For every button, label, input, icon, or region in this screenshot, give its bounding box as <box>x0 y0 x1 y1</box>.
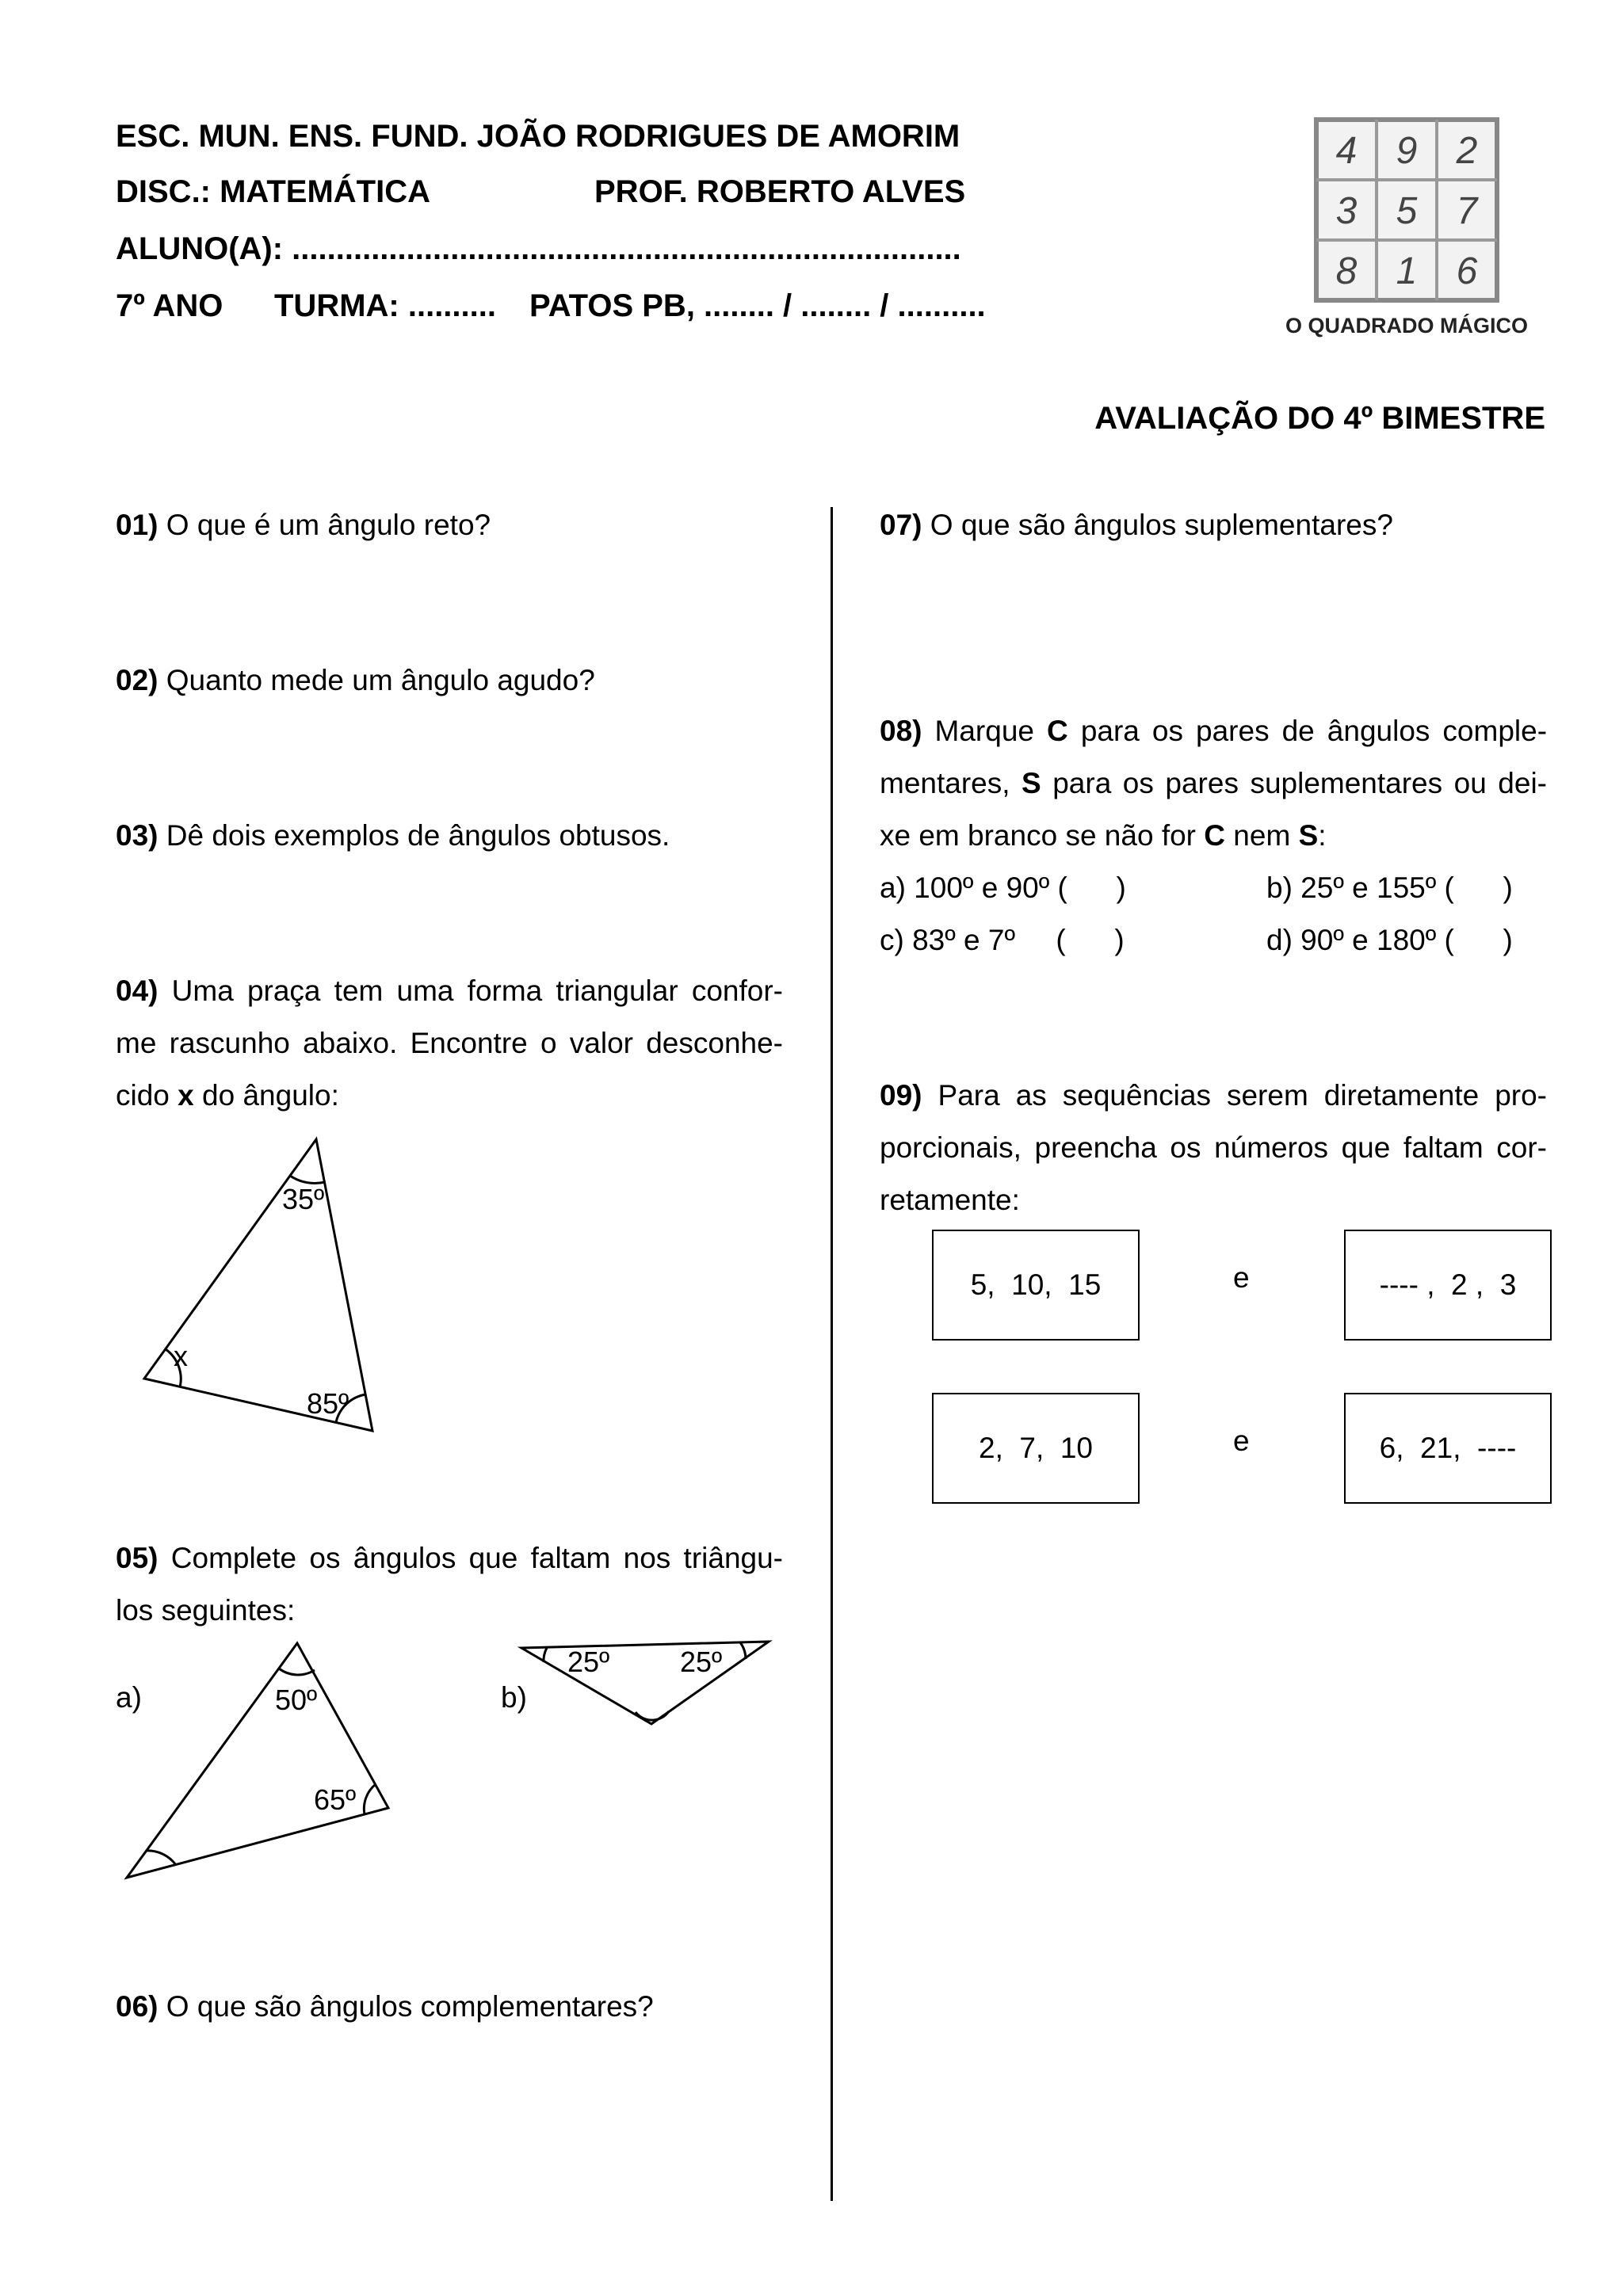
discipline: DISC.: MATEMÁTICA <box>116 174 430 209</box>
question-09 <box>880 1070 1547 1226</box>
angle-label-top: 35º <box>282 1183 325 1215</box>
question-06 <box>116 1981 654 2033</box>
question-09-line-3: retamente: <box>880 1184 1020 1216</box>
option-c[interactable]: c) 83º e 7º ( ) <box>880 924 1125 956</box>
question-number: 03) <box>116 819 158 852</box>
question-text: nem <box>1233 819 1291 852</box>
question-number: 07) <box>880 509 922 541</box>
logo-caption: O QUADRADO MÁGICO <box>1285 314 1528 338</box>
sequence-box-3: 2, 7, 10 <box>932 1393 1140 1504</box>
magic-cell-2: 9 <box>1396 130 1418 172</box>
question-text: : <box>1318 819 1327 852</box>
conjunction-1: e <box>1233 1261 1250 1294</box>
question-08 <box>880 705 1547 862</box>
sequence-box-4[interactable]: 6, 21, ---- <box>1344 1393 1552 1504</box>
question-05-line-1 <box>116 1532 783 1585</box>
question-04 <box>116 965 783 1122</box>
question-text: mentares, <box>880 767 1010 799</box>
question-number: 08) <box>880 715 922 747</box>
question-08-line-1 <box>880 705 1547 757</box>
question-number: 02) <box>116 664 158 696</box>
item-b-label: b) <box>501 1681 527 1714</box>
option-d[interactable]: d) 90º e 180º ( ) <box>1266 924 1513 956</box>
question-07 <box>880 499 1393 551</box>
question-text: xe em branco se não for <box>880 819 1196 852</box>
student-field[interactable]: ALUNO(A): ............................................................................ <box>116 231 961 266</box>
triangle-q05-a <box>119 1632 404 1886</box>
grade: 7º ANO <box>116 288 223 323</box>
question-04-line-2: me rascunho abaixo. Encontre o valor desconhe- <box>116 1027 783 1059</box>
angle-label-65: 65º <box>314 1783 357 1816</box>
magic-cell-9: 6 <box>1456 250 1478 292</box>
question-text: Quanto mede um ângulo agudo? <box>166 664 595 696</box>
code-s: S <box>1298 819 1319 852</box>
question-text: para os pares de ângulos comple- <box>1080 715 1548 747</box>
question-09-line-1 <box>880 1070 1547 1122</box>
angle-label-x: x <box>174 1340 188 1372</box>
angle-label-50: 50º <box>275 1684 318 1716</box>
option-a[interactable]: a) 100º e 90º ( ) <box>880 871 1126 904</box>
question-number: 09) <box>880 1079 922 1112</box>
question-05-line-2: los seguintes: <box>116 1594 296 1627</box>
code-c: C <box>1204 819 1226 852</box>
question-04-line-3 <box>116 1070 783 1122</box>
magic-cell-1: 4 <box>1335 130 1358 172</box>
question-number: 01) <box>116 509 158 541</box>
page-title: AVALIAÇÃO DO 4º BIMESTRE <box>1094 401 1545 436</box>
conjunction-2: e <box>1233 1425 1250 1457</box>
magic-cell-4: 3 <box>1335 190 1358 232</box>
question-text: O que são ângulos suplementares? <box>930 509 1393 541</box>
school-name: ESC. MUN. ENS. FUND. JOÃO RODRIGUES DE AMORIM <box>116 119 960 154</box>
question-text: Marque <box>934 715 1034 747</box>
question-02 <box>116 654 595 707</box>
question-09-line-2: porcionais, preencha os números que faltam cor- <box>880 1131 1547 1164</box>
question-05 <box>116 1532 783 1637</box>
class-field[interactable]: TURMA: .......... <box>274 288 496 323</box>
question-text: O que são ângulos complementares? <box>166 1990 654 2023</box>
magic-cell-7: 8 <box>1335 250 1358 292</box>
triangle-q04 <box>135 1125 388 1442</box>
question-04-line-1 <box>116 965 783 1017</box>
question-number: 05) <box>116 1542 158 1574</box>
question-08-line-3 <box>880 810 1547 862</box>
question-08-line-2 <box>880 757 1547 810</box>
item-a-label: a) <box>116 1681 142 1714</box>
question-text: cido <box>116 1079 170 1112</box>
question-text: do ângulo: <box>202 1079 339 1112</box>
question-text: Complete os ângulos que faltam nos triângu- <box>170 1542 783 1574</box>
code-s: S <box>1022 767 1041 799</box>
variable-x: x <box>178 1079 194 1112</box>
magic-cell-3: 2 <box>1456 130 1478 172</box>
question-text: Dê dois exemplos de ângulos obtusos. <box>166 819 670 852</box>
question-number: 04) <box>116 974 158 1007</box>
question-text: Uma praça tem uma forma triangular confor- <box>171 974 783 1007</box>
magic-square-logo <box>1314 117 1499 303</box>
option-b[interactable]: b) 25º e 155º ( ) <box>1266 871 1513 904</box>
triangle-q05-b <box>515 1632 777 1735</box>
question-text: para os pares suplementares ou dei- <box>1052 767 1548 799</box>
magic-cell-8: 1 <box>1396 250 1418 292</box>
question-03 <box>116 810 670 862</box>
question-01 <box>116 499 491 551</box>
magic-cell-6: 7 <box>1456 190 1478 232</box>
question-number: 06) <box>116 1990 158 2023</box>
angle-label-25-right: 25º <box>680 1646 723 1678</box>
sequence-box-1: 5, 10, 15 <box>932 1230 1140 1341</box>
place-date-field[interactable]: PATOS PB, ........ / ........ / .......... <box>529 288 986 323</box>
question-text: O que é um ângulo reto? <box>166 509 491 541</box>
column-divider <box>831 507 833 2201</box>
code-c: C <box>1047 715 1068 747</box>
angle-label-25-left: 25º <box>567 1646 610 1678</box>
sequence-box-2[interactable]: ---- , 2 , 3 <box>1344 1230 1552 1341</box>
teacher: PROF. ROBERTO ALVES <box>594 174 966 209</box>
magic-cell-5: 5 <box>1396 190 1418 232</box>
question-text: Para as sequências serem diretamente pro- <box>938 1079 1548 1112</box>
angle-label-bottom: 85º <box>307 1387 349 1420</box>
